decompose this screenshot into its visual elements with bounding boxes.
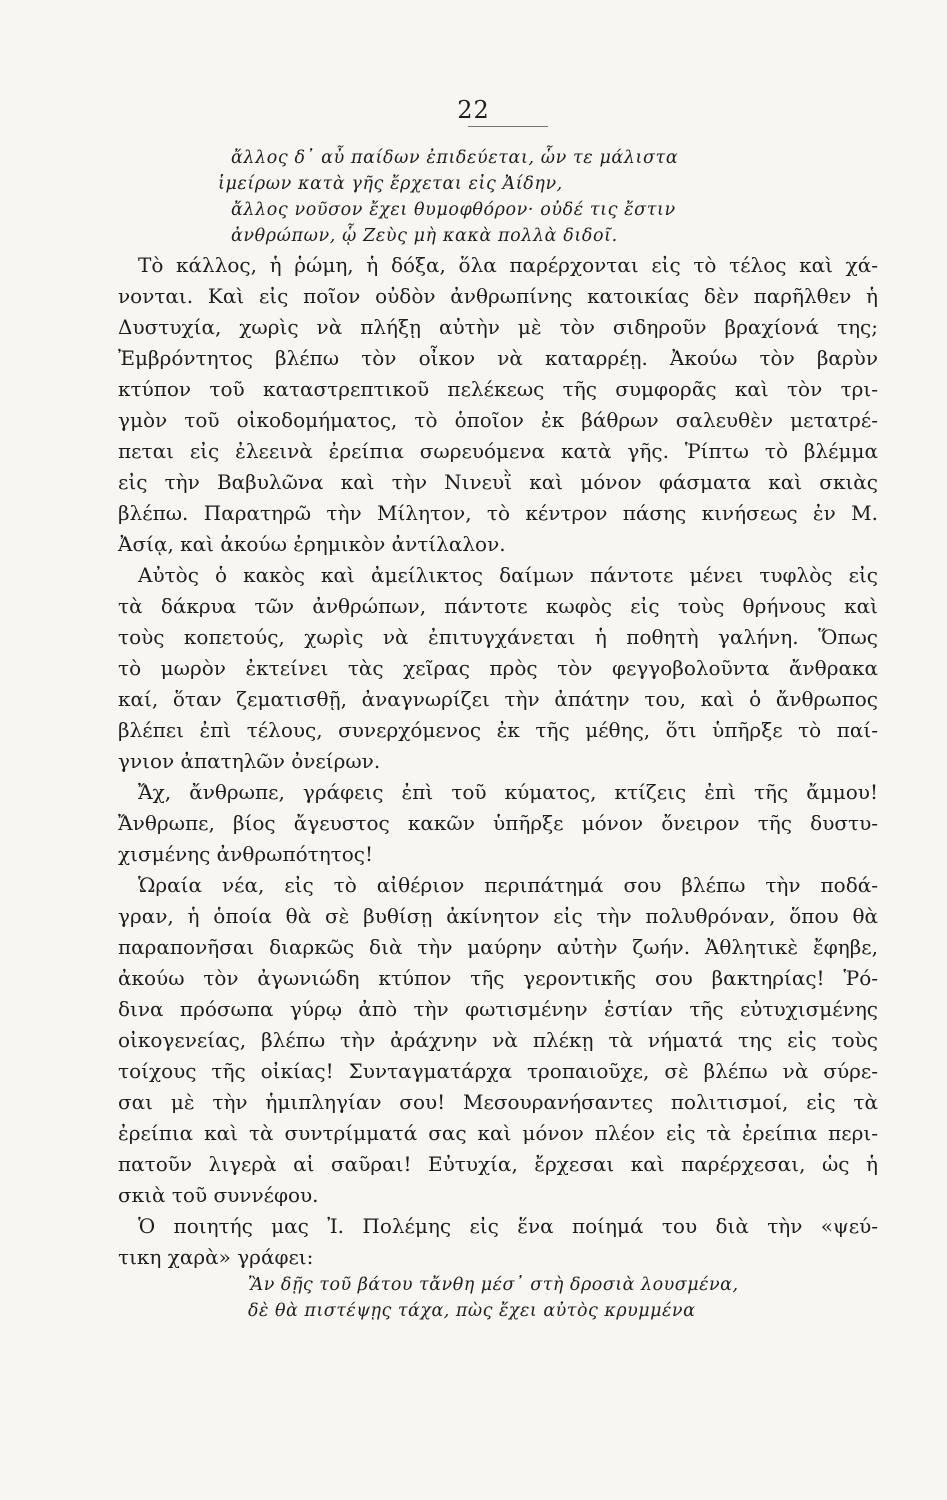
prose-line: σαι μὲ τὴν ἡμιπληγίαν σου! Μεσουρανήσαντες πολιτισμοί, εἰς τὰ xyxy=(118,1090,878,1114)
prose-line: καί, ὅταν ζεματισθῇ, ἀναγνωρίζει τὴν ἀπάτην του, καὶ ὁ ἄνθρωπος xyxy=(118,687,878,711)
prose-line: δινα πρόσωπα γύρῳ ἀπὸ τὴν φωτισμένην ἑστίαν τῆς εὐτυχισμένης xyxy=(118,997,878,1021)
prose-line: κτύπον τοῦ καταστρεπτικοῦ πελέκεως τῆς συμφορᾶς καὶ τὸν τρι- xyxy=(118,377,878,401)
prose-line: σκιὰ τοῦ συννέφου. xyxy=(118,1183,319,1207)
prose-line: Ἄνθρωπε, βίος ἄγευστος κακῶν ὑπῆρξε μόνον ὄνειρον τῆς δυστυ- xyxy=(118,811,878,835)
prose-line: Τὸ κάλλος, ἡ ῥώμη, ἡ δόξα, ὅλα παρέρχονται εἰς τὸ τέλος καὶ χά- xyxy=(138,253,878,277)
prose-line: τοὺς κοπετούς, χωρὶς νὰ ἐπιτυγχάνεται ἡ ποθητὴ γαλήνη. Ὅπως xyxy=(118,625,878,649)
verse-line: Ἂν δῇς τοῦ βάτου τἄνθη μέσ᾽ στὴ δροσιὰ λουσμένα, xyxy=(248,1275,739,1295)
prose-line: τὰ δάκρυα τῶν ἀνθρώπων, πάντοτε κωφὸς εἰς τοὺς θρήνους καὶ xyxy=(118,594,878,618)
prose-line: πατοῦν λιγερὰ αἱ σαῦραι! Εὐτυχία, ἔρχεσαι καὶ παρέρχεσαι, ὡς ἡ xyxy=(118,1152,878,1176)
prose-line: ἀκούω τὸν ἀγωνιώδη κτύπον τῆς γεροντικῆς σου βακτηρίας! Ῥό- xyxy=(118,966,878,990)
prose-line: Ἀσίᾳ, καὶ ἀκούω ἐρημικὸν ἀντίλαλον. xyxy=(118,532,506,556)
prose-line: τὸ μωρὸν ἐκτείνει τὰς χεῖρας πρὸς τὸν φεγγοβολοῦντα ἄνθρακα xyxy=(118,656,878,680)
prose-line: εἰς τὴν Βαβυλῶνα καὶ τὴν Νινευῒ καὶ μόνον φάσματα καὶ σκιὰς xyxy=(118,470,878,494)
prose-line: τοίχους τῆς οἰκίας! Συνταγματάρχα τροπαιοῦχε, σὲ βλέπω νὰ σύρε- xyxy=(118,1059,878,1083)
prose-line: οἰκογενείας, βλέπω τὴν ἀράχνην νὰ πλέκῃ τὰ νήματά της εἰς τοὺς xyxy=(118,1028,878,1052)
verse-line: δὲ θὰ πιστέψῃς τάχα, πὼς ἔχει αὐτὸς κρυμμένα xyxy=(248,1301,696,1321)
prose-line: βλέπω. Παρατηρῶ τὴν Μίλητον, τὸ κέντρον πάσης κινήσεως ἐν Μ. xyxy=(118,501,878,525)
prose-line: Αὐτὸς ὁ κακὸς καὶ ἀμείλικτος δαίμων πάντοτε μένει τυφλὸς εἰς xyxy=(138,563,878,587)
verse-line: ἄλλος δ᾽ αὖ παίδων ἐπιδεύεται, ὧν τε μάλιστα xyxy=(231,148,679,168)
prose-line: πεται εἰς ἐλεεινὰ ἐρείπια σωρευόμενα κατὰ γῆς. Ῥίπτω τὸ βλέμμα xyxy=(118,439,878,463)
prose-line: Ἐμβρόντητος βλέπω τὸν οἶκον νὰ καταρρέῃ. Ἀκούω τὸν βαρὺν xyxy=(118,346,878,370)
prose-line: βλέπει ἐπὶ τέλους, συνερχόμενος ἐκ τῆς μέθης, ὅτι ὑπῆρξε τὸ παί- xyxy=(118,718,878,742)
prose-line: νονται. Καὶ εἰς ποῖον οὐδὸν ἀνθρωπίνης κατοικίας δὲν παρῆλθεν ἡ xyxy=(118,284,878,308)
prose-line: τικη χαρὰ» γράφει: xyxy=(118,1245,314,1269)
verse-line: ἱμείρων κατὰ γῆς ἔρχεται εἰς Ἀίδην, xyxy=(218,174,563,194)
prose-line: ἐρείπια καὶ τὰ συντρίμματά σας καὶ μόνον πλέον εἰς τὰ ἐρείπια περι- xyxy=(118,1121,878,1145)
prose-line: Ὡραία νέα, εἰς τὸ αἰθέριον περιπάτημά σου βλέπω τὴν ποδά- xyxy=(138,873,878,897)
prose-line: Ἄχ, ἄνθρωπε, γράφεις ἐπὶ τοῦ κύματος, κτίζεις ἐπὶ τῆς ἄμμου! xyxy=(138,780,878,804)
header-rule xyxy=(468,126,548,127)
prose-line: χισμένης ἀνθρωπότητος! xyxy=(118,842,374,866)
prose-line: γνιον ἀπατηλῶν ὀνείρων. xyxy=(118,749,381,773)
prose-line: γμὸν τοῦ οἰκοδομήματος, τὸ ὁποῖον ἐκ βάθρων σαλευθὲν μετατρέ- xyxy=(118,408,878,432)
verse-line: ἄλλος νοῦσον ἔχει θυμοφθόρον· οὐδέ τις ἔστιν xyxy=(231,200,676,220)
verse-line: ἀνθρώπων, ᾧ Ζεὺς μὴ κακὰ πολλὰ διδοῖ. xyxy=(231,226,618,246)
prose-line: παραπονῆσαι διαρκῶς διὰ τὴν μαύρην αὐτὴν ζωήν. Ἀθλητικὲ ἔφηβε, xyxy=(118,935,878,959)
prose-line: γραν, ἡ ὁποία θὰ σὲ βυθίσῃ ἀκίνητον εἰς τὴν πολυθρόναν, ὅπου θὰ xyxy=(118,904,878,928)
prose-line: Δυστυχία, χωρὶς νὰ πλήξῃ αὐτὴν μὲ τὸν σιδηροῦν βραχίονά της; xyxy=(118,315,878,339)
page-number: 22 xyxy=(457,96,490,124)
prose-line: Ὁ ποιητής μας Ἰ. Πολέμης εἰς ἕνα ποίημά του διὰ τὴν «ψεύ- xyxy=(138,1214,878,1238)
